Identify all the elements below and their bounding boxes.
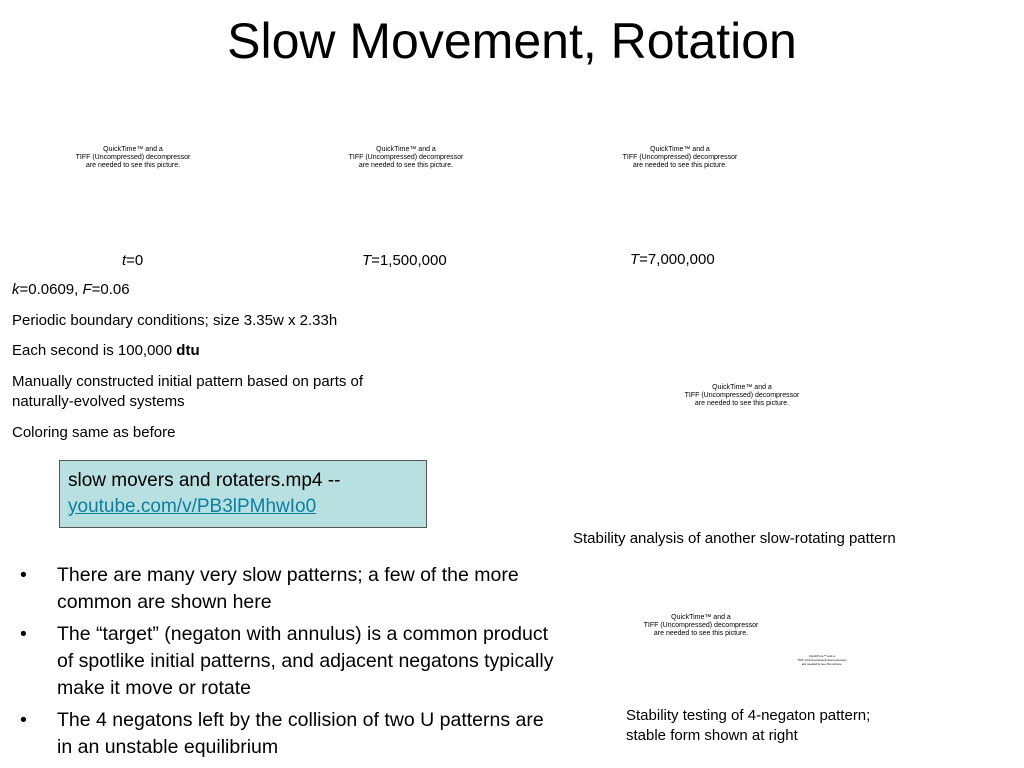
picture-placeholder-frame-3 bbox=[615, 146, 745, 170]
picture-placeholder-stability-analysis bbox=[677, 384, 807, 408]
slide-title: Slow Movement, Rotation bbox=[227, 13, 797, 69]
bullet-item bbox=[18, 562, 563, 616]
caption-value: =1,500,000 bbox=[371, 252, 447, 269]
bullet-list bbox=[18, 562, 563, 766]
placeholder-line-2: TIFF (Uncompressed) decompressor bbox=[684, 392, 800, 399]
boundary-conditions-text: Periodic boundary conditions; size 3.35w x 2.33h bbox=[12, 312, 338, 329]
bullet-text: The “target” (negaton with annulus) is a common product of spotlike initial patterns, and adjacent negatons typically make it move or rotate bbox=[57, 623, 554, 699]
time-unit-prefix: Each second is 100,000 bbox=[12, 342, 177, 359]
k-variable: k bbox=[12, 281, 20, 298]
placeholder-line-1: QuickTime™ and a bbox=[671, 614, 731, 621]
caption-variable: t bbox=[122, 252, 127, 269]
placeholder-line-1: QuickTime™ and a bbox=[376, 146, 436, 153]
f-variable: F bbox=[82, 281, 92, 298]
caption-variable: T bbox=[630, 251, 640, 268]
placeholder-line-2: TIFF (Uncompressed) decompressor bbox=[797, 658, 847, 662]
placeholder-line-1: QuickTime™ and a bbox=[650, 146, 710, 153]
video-link-box bbox=[59, 460, 427, 528]
caption-frame-2 bbox=[362, 252, 447, 270]
placeholder-line-2: TIFF (Uncompressed) decompressor bbox=[348, 154, 464, 161]
placeholder-line-3: are needed to see this picture. bbox=[694, 400, 790, 407]
placeholder-line-1: QuickTime™ and a bbox=[809, 654, 835, 658]
bullet-dot-icon: • bbox=[20, 709, 27, 731]
picture-placeholder-frame-2 bbox=[341, 146, 471, 170]
placeholder-line-2: TIFF (Uncompressed) decompressor bbox=[643, 622, 759, 629]
parameters-line bbox=[12, 280, 130, 300]
time-unit-label: dtu bbox=[176, 342, 200, 359]
placeholder-line-2: TIFF (Uncompressed) decompressor bbox=[75, 154, 191, 161]
caption-frame-1 bbox=[122, 252, 143, 270]
placeholder-line-3: are needed to see this picture. bbox=[653, 630, 749, 637]
caption-variable: T bbox=[362, 252, 372, 269]
time-unit-text bbox=[12, 341, 200, 361]
bullet-dot-icon: • bbox=[20, 623, 27, 645]
caption-value: =7,000,000 bbox=[639, 251, 715, 268]
bullet-text: There are many very slow patterns; a few of the more common are shown here bbox=[57, 564, 519, 613]
video-filename: slow movers and rotaters.mp4 -- bbox=[68, 470, 341, 491]
caption-frame-3 bbox=[630, 251, 715, 269]
placeholder-line-3: are needed to see this picture. bbox=[632, 162, 728, 169]
placeholder-line-3: are needed to see this picture. bbox=[85, 162, 181, 169]
f-value: =0.06 bbox=[91, 281, 130, 298]
placeholder-line-3: are needed to see this picture. bbox=[358, 162, 454, 169]
k-value: =0.0609, bbox=[19, 281, 83, 298]
construction-text: Manually constructed initial pattern based on parts of naturally-evolved systems bbox=[12, 373, 364, 410]
placeholder-line-3: are needed to see this picture. bbox=[801, 662, 843, 666]
placeholder-line-1: QuickTime™ and a bbox=[712, 384, 772, 391]
stability-analysis-caption: Stability analysis of another slow-rotating pattern bbox=[573, 530, 896, 547]
placeholder-line-2: TIFF (Uncompressed) decompressor bbox=[622, 154, 738, 161]
bullet-dot-icon: • bbox=[20, 564, 27, 586]
caption-value: =0 bbox=[126, 252, 144, 269]
bullet-text: The 4 negatons left by the collision of two U patterns are in an unstable equilibrium bbox=[57, 709, 544, 758]
placeholder-line-1: QuickTime™ and a bbox=[103, 146, 163, 153]
coloring-text: Coloring same as before bbox=[12, 424, 176, 441]
youtube-link[interactable]: youtube.com/v/PB3lPMhwIo0 bbox=[68, 496, 317, 517]
bullet-item bbox=[18, 707, 563, 761]
picture-placeholder-frame-1 bbox=[68, 146, 198, 170]
picture-placeholder-stable-form bbox=[782, 654, 862, 666]
stability-testing-caption: Stability testing of 4-negaton pattern; stable form shown at right bbox=[626, 707, 871, 744]
bullet-item bbox=[18, 621, 563, 702]
picture-placeholder-stability-testing bbox=[636, 614, 766, 638]
